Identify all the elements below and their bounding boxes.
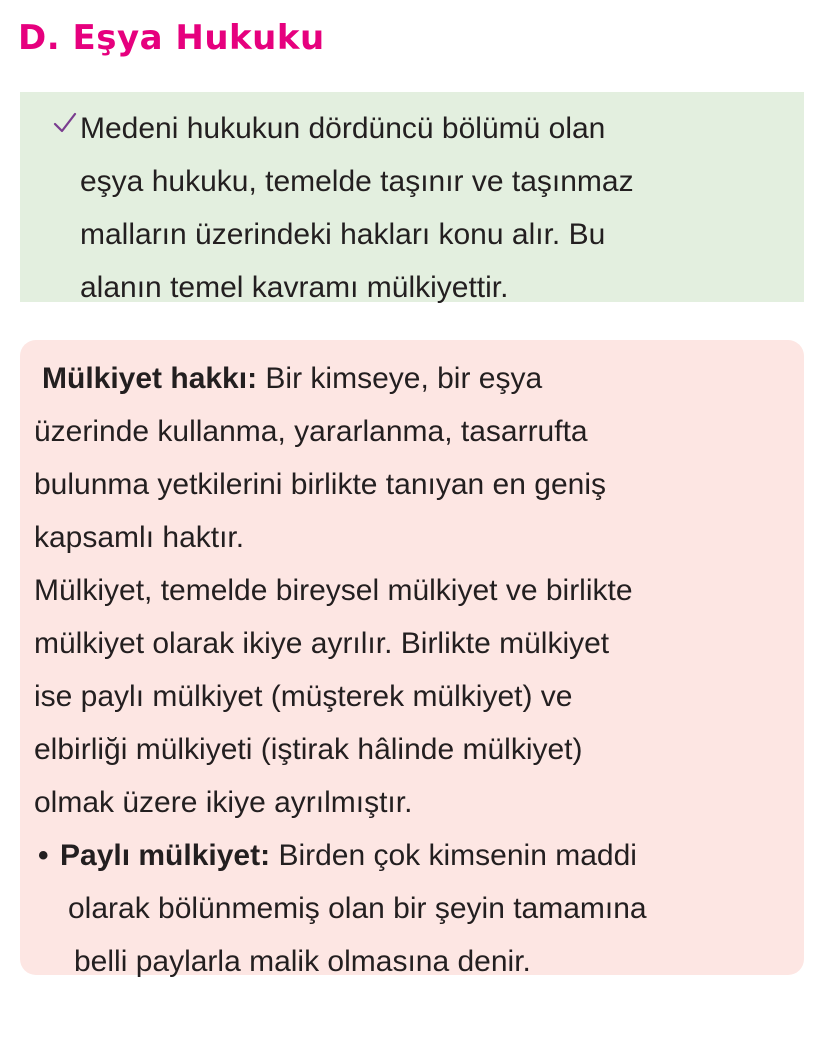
intro-line: malların üzerindeki hakları konu alır. Bu (80, 218, 606, 251)
definition-box (20, 340, 804, 978)
bullet-line: olarak bölünmemiş olan bir şeyin tamamına (68, 892, 647, 925)
intro-line: Medeni hukukun dördüncü bölümü olan (80, 112, 606, 145)
intro-line: alanın temel kavramı mülkiyettir. (80, 271, 509, 304)
types-line: ise paylı mülkiyet (müşterek mülkiyet) ve (34, 680, 573, 713)
types-line: olmak üzere ikiye ayrılmıştır. (34, 786, 413, 819)
bullet-item (34, 829, 792, 988)
types-paragraph (34, 564, 792, 829)
types-line: Mülkiyet, temelde bireysel mülkiyet ve birlikte (34, 574, 633, 607)
bullet-term: Paylı mülkiyet: (60, 839, 271, 872)
bullet-icon: • (38, 839, 49, 872)
definition-term: Mülkiyet hakkı: (42, 362, 258, 395)
bullet-line: Birden çok kimsenin maddi (278, 839, 637, 872)
check-icon (52, 110, 78, 136)
definition-paragraph (34, 352, 792, 564)
definition-line: Bir kimseye, bir eşya (265, 362, 543, 395)
intro-text (80, 102, 764, 314)
types-line: mülkiyet olarak ikiye ayrılır. Birlikte mülkiyet (34, 627, 610, 660)
section-heading: D. Eşya Hukuku (18, 18, 325, 58)
intro-box (20, 92, 804, 302)
bullet-line: belli paylarla malik olmasına denir. (74, 945, 531, 978)
intro-line: eşya hukuku, temelde taşınır ve taşınmaz (80, 165, 634, 198)
definition-line: üzerinde kullanma, yararlanma, tasarrufta (34, 415, 588, 448)
definition-line: kapsamlı haktır. (34, 521, 245, 554)
definition-line: bulunma yetkilerini birlikte tanıyan en geniş (34, 468, 606, 501)
types-line: elbirliği mülkiyeti (iştirak hâlinde mülkiyet) (34, 733, 583, 766)
